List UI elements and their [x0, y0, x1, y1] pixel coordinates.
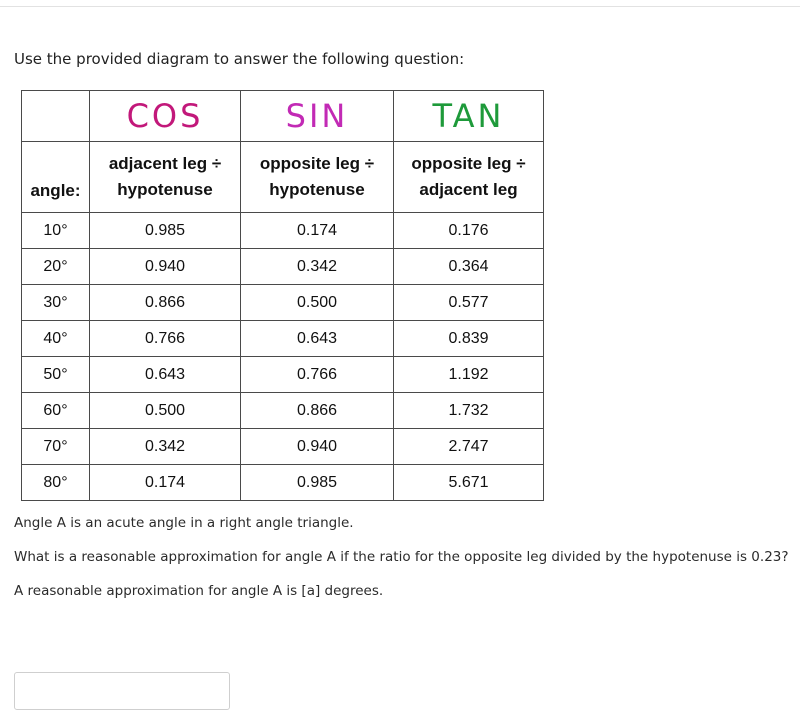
- answer-input[interactable]: [14, 672, 230, 710]
- cos-cell: 0.500: [90, 393, 241, 429]
- table-row: [22, 285, 544, 321]
- cos-definition: [90, 142, 241, 213]
- empty-corner-cell: [22, 91, 90, 142]
- angle-cell: 20°: [22, 249, 90, 285]
- tan-definition: [394, 142, 544, 213]
- table-row: [22, 249, 544, 285]
- trig-ratio-table: [21, 90, 544, 501]
- cos-definition-line2: hypotenuse: [117, 180, 213, 199]
- cos-cell: 0.866: [90, 285, 241, 321]
- sin-cell: 0.985: [241, 465, 394, 501]
- sin-header: [241, 91, 394, 142]
- sin-cell: 0.174: [241, 213, 394, 249]
- instruction-text: Use the provided diagram to answer the following question:: [14, 50, 465, 68]
- tan-cell: 0.839: [394, 321, 544, 357]
- cos-cell: 0.766: [90, 321, 241, 357]
- sin-label: SIN: [285, 97, 349, 135]
- tan-cell: 5.671: [394, 465, 544, 501]
- sin-cell: 0.866: [241, 393, 394, 429]
- table-row: [22, 357, 544, 393]
- angle-cell: 60°: [22, 393, 90, 429]
- tan-cell: 2.747: [394, 429, 544, 465]
- function-header-row: [22, 91, 544, 142]
- table-row: [22, 429, 544, 465]
- tan-cell: 1.192: [394, 357, 544, 393]
- tan-header: [394, 91, 544, 142]
- definition-header-row: [22, 142, 544, 213]
- angle-cell: 30°: [22, 285, 90, 321]
- cos-cell: 0.985: [90, 213, 241, 249]
- cos-cell: 0.643: [90, 357, 241, 393]
- sin-cell: 0.342: [241, 249, 394, 285]
- cos-header: [90, 91, 241, 142]
- angle-cell: 70°: [22, 429, 90, 465]
- cos-definition-line1: adjacent leg ÷: [108, 154, 222, 173]
- cos-cell: 0.342: [90, 429, 241, 465]
- top-divider: [0, 0, 800, 7]
- question-line-2: What is a reasonable approximation for angle A if the ratio for the opposite leg divided by the hypotenuse is 0.23?: [14, 549, 789, 565]
- tan-cell: 0.176: [394, 213, 544, 249]
- tan-definition-line2: adjacent leg: [419, 180, 518, 199]
- table-row: [22, 465, 544, 501]
- tan-label: TAN: [432, 97, 505, 135]
- table-row: [22, 393, 544, 429]
- angle-cell: 10°: [22, 213, 90, 249]
- question-line-1: Angle A is an acute angle in a right angle triangle.: [14, 515, 354, 531]
- angle-cell: 80°: [22, 465, 90, 501]
- angle-column-header: angle:: [22, 142, 90, 213]
- cos-label: COS: [126, 97, 204, 135]
- sin-definition: [241, 142, 394, 213]
- sin-cell: 0.500: [241, 285, 394, 321]
- table-row: [22, 213, 544, 249]
- sin-cell: 0.766: [241, 357, 394, 393]
- table-row: [22, 321, 544, 357]
- angle-cell: 50°: [22, 357, 90, 393]
- cos-cell: 0.174: [90, 465, 241, 501]
- tan-cell: 1.732: [394, 393, 544, 429]
- tan-cell: 0.577: [394, 285, 544, 321]
- tan-cell: 0.364: [394, 249, 544, 285]
- sin-definition-line1: opposite leg ÷: [259, 154, 375, 173]
- question-line-3: A reasonable approximation for angle A is [a] degrees.: [14, 583, 384, 599]
- sin-definition-line2: hypotenuse: [269, 180, 365, 199]
- sin-cell: 0.643: [241, 321, 394, 357]
- tan-definition-line1: opposite leg ÷: [411, 154, 526, 173]
- sin-cell: 0.940: [241, 429, 394, 465]
- cos-cell: 0.940: [90, 249, 241, 285]
- angle-cell: 40°: [22, 321, 90, 357]
